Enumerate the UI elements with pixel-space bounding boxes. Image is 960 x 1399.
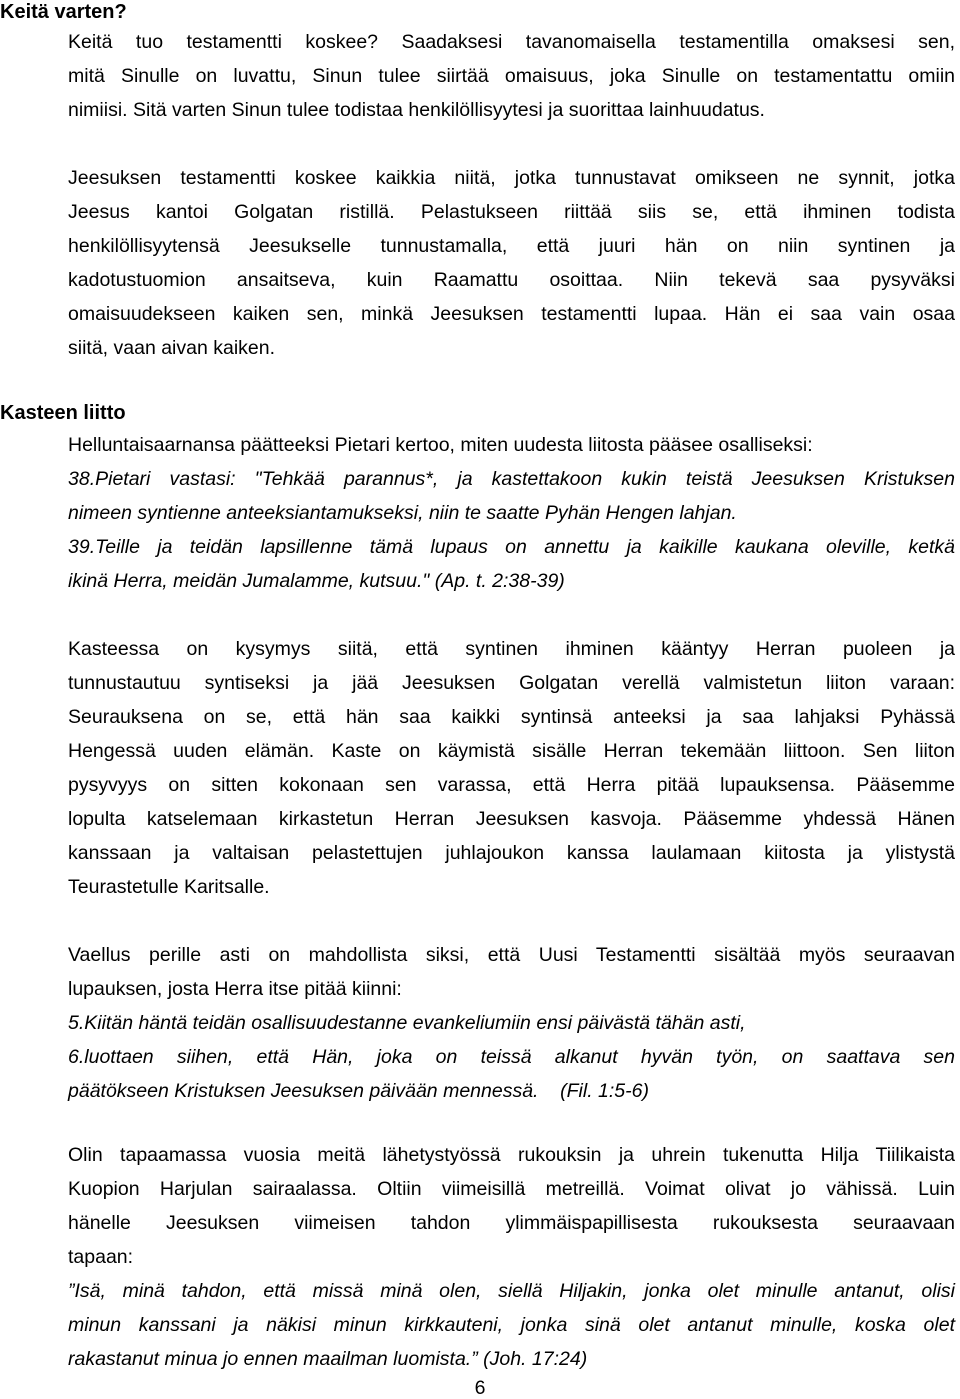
text-line: 5.Kiitän häntä teidän osallisuudestanne evankeliumiin ensi päivästä tähän asti, — [68, 1012, 746, 1034]
section-heading-keita-varten: Keitä varten? — [0, 1, 127, 23]
text-line: Kasteessa on kysymys siitä, että syntinen ihminen kääntyy Herran puoleen ja — [68, 638, 955, 660]
quote-philippians-1 — [68, 1006, 955, 1108]
text-line: Teurastetulle Karitsalle. — [68, 876, 270, 898]
text-line: Keitä tuo testamentti koskee? Saadaksesi tavanomaisella testamentilla omaksesi sen, — [68, 31, 955, 53]
text-line: päätökseen Kristuksen Jeesuksen päivään mennessä. (Fil. 1:5-6) — [68, 1080, 649, 1102]
text-line: kanssaan ja valtaisan pelastettujen juhlajoukon kanssa laulamaan kiitosta ja ylistystä — [68, 842, 955, 864]
text-line: Helluntaisaarnansa päätteeksi Pietari kertoo, miten uudesta liitosta pääsee osalliseksi: — [68, 434, 813, 456]
paragraph-journey — [68, 938, 955, 1006]
quote-john-17 — [68, 1274, 955, 1376]
paragraph-hilja-visit — [68, 1138, 955, 1274]
text-line: Kuopion Harjulan sairaalassa. Oltiin viimeisillä metreillä. Voimat olivat jo vähissä. Luin — [68, 1178, 955, 1200]
section-heading-kasteen-liitto: Kasteen liitto — [0, 402, 126, 424]
text-line: omaisuudekseen kaiken sen, minkä Jeesuksen testamentti lupaa. Hän ei saa vain osaa — [68, 303, 955, 325]
text-line: Olin tapaamassa vuosia meitä lähetystyössä rukouksin ja uhrein tukenutta Hilja Tiilikaista — [68, 1144, 955, 1166]
page-number: 6 — [474, 1377, 486, 1399]
text-line: Jeesus kantoi Golgatan ristillä. Pelastukseen riittää siis se, että ihminen todista — [68, 201, 955, 223]
text-line: minun kanssani ja näkisi minun kirkkauteni, jonka sinä olet antanut minulle, koska olet — [68, 1314, 955, 1336]
text-line: nimiisi. Sitä varten Sinun tulee todistaa henkilöllisyytesi ja suorittaa lainhuudatus. — [68, 99, 765, 121]
text-line: 39.Teille ja teidän lapsillenne tämä lupaus on annettu ja kaikille kaukana oleville, ketkä — [68, 536, 955, 558]
text-line: tapaan: — [68, 1246, 134, 1268]
text-line: Hengessä uuden elämän. Kaste on käymistä sisälle Herran tekemään liittoon. Sen liiton — [68, 740, 955, 762]
text-line: Seurauksena on se, että hän saa kaikki syntinsä anteeksi ja saa lahjaksi Pyhässä — [68, 706, 955, 728]
text-line: nimeen syntienne anteeksiantamukseksi, niin te saatte Pyhän Hengen lahjan. — [68, 502, 737, 524]
text-line: tunnustautuu syntiseksi ja jää Jeesuksen Golgatan verellä valmistetun liiton varaan: — [68, 672, 955, 694]
text-line: 6.luottaen siihen, että Hän, joka on teissä alkanut hyvän työn, on saattava sen — [68, 1046, 955, 1068]
paragraph-testament-who — [68, 25, 955, 127]
text-line: siitä, vaan aivan kaiken. — [68, 337, 276, 359]
text-line: henkilöllisyytensä Jeesukselle tunnustamalla, että juuri hän on niin syntinen ja — [68, 235, 955, 257]
text-line: Jeesuksen testamentti koskee kaikkia niitä, jotka tunnustavat omikseen ne synnit, jotka — [68, 167, 955, 189]
text-line: ”Isä, minä tahdon, että missä minä olen, siellä Hiljakin, jonka olet minulle antanut, olisi — [68, 1280, 955, 1302]
text-line: 38.Pietari vastasi: "Tehkää parannus*, ja kastettakoon kukin teistä Jeesuksen Kristuksen — [68, 468, 955, 490]
paragraph-pentecost-intro — [68, 428, 955, 462]
text-line: Vaellus perille asti on mahdollista siksi, että Uusi Testamentti sisältää myös seuraavan — [68, 944, 955, 966]
text-line: hänelle Jeesuksen viimeisen tahdon ylimmäispapillisesta rukouksesta seuraavaan — [68, 1212, 955, 1234]
text-line: mitä Sinulle on luvattu, Sinun tulee siirtää omaisuus, joka Sinulle on testamentattu omiin — [68, 65, 955, 87]
paragraph-baptism — [68, 632, 955, 904]
text-line: pysyvyys on sitten kokonaan sen varassa, että Herra pitää lupauksensa. Pääsemme — [68, 774, 955, 796]
text-line: kadotustuomion ansaitseva, kuin Raamattu osoittaa. Niin tekevä saa pysyväksi — [68, 269, 955, 291]
quote-acts-2 — [68, 462, 955, 598]
text-line: lopulta katselemaan kirkastetun Herran Jeesuksen kasvoja. Pääsemme yhdessä Hänen — [68, 808, 955, 830]
text-line: ikinä Herra, meidän Jumalamme, kutsuu." (Ap. t. 2:38-39) — [68, 570, 565, 592]
paragraph-jesus-testament — [68, 161, 955, 365]
text-line: rakastanut minua jo ennen maailman luomista.” (Joh. 17:24) — [68, 1348, 588, 1370]
text-line: lupauksen, josta Herra itse pitää kiinni: — [68, 978, 402, 1000]
